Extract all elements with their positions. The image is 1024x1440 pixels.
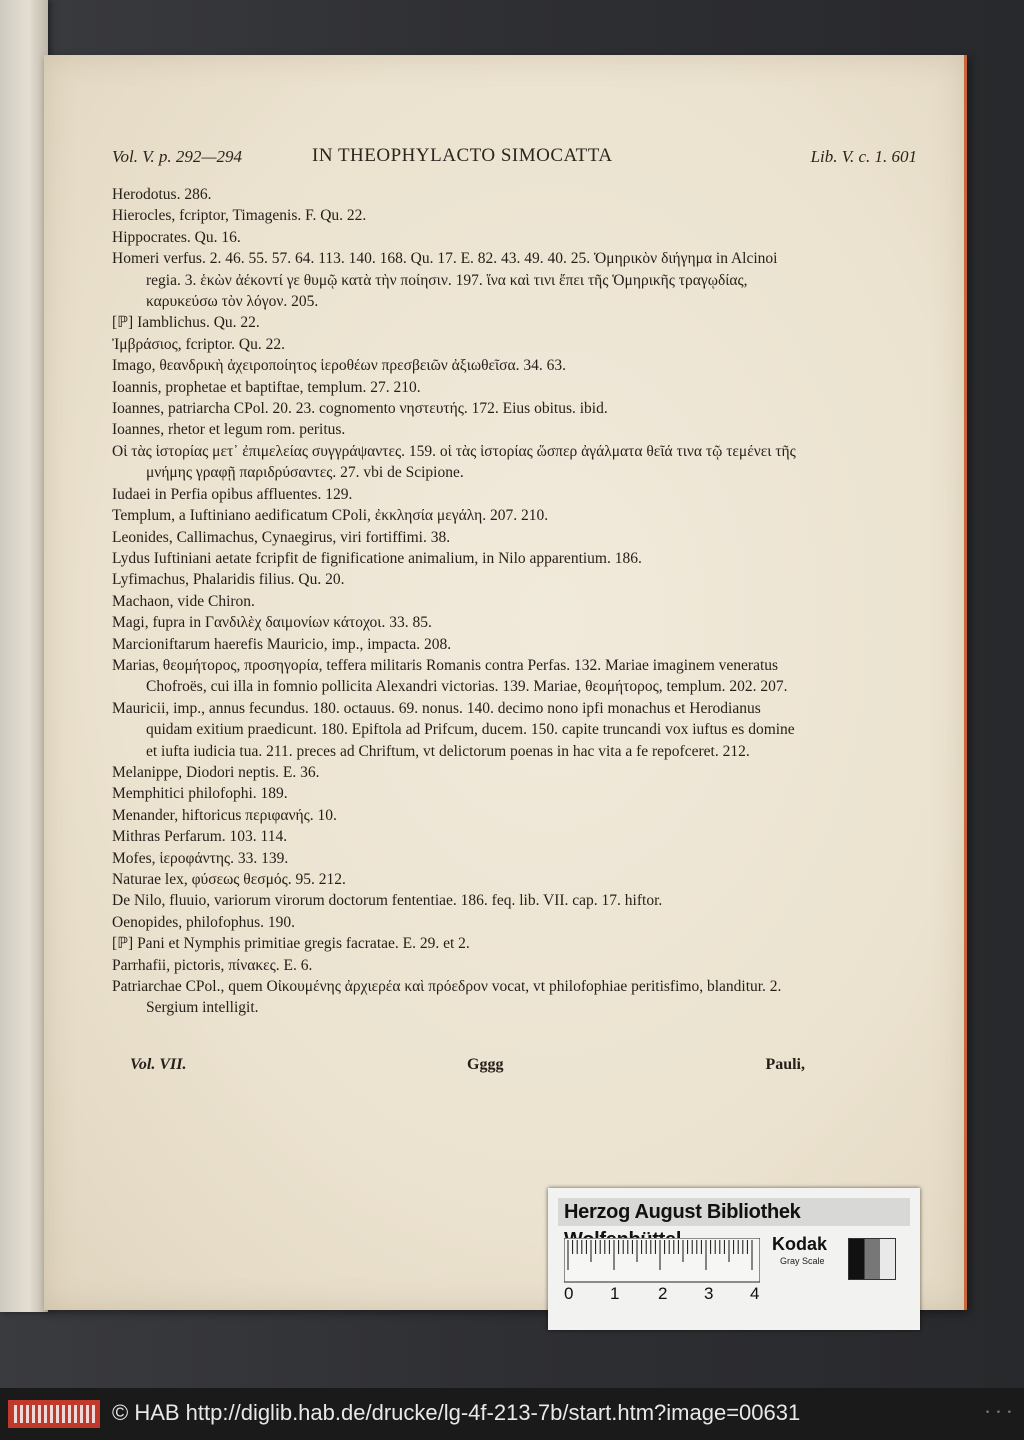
previous-page-edge bbox=[0, 0, 48, 1312]
footer-volume: Vol. VII. bbox=[130, 1056, 187, 1073]
index-entry: Memphitici philofophi. 189. bbox=[112, 785, 288, 803]
index-entry: Templum, a Iuftiniano aedificatum CPoli, ἐκκλησία μεγάλη. 207. 210. bbox=[112, 507, 549, 525]
ruler-number: 3 bbox=[704, 1284, 714, 1303]
index-entry: Mauricii, imp., annus fecundus. 180. octauus. 69. nonus. 140. decimo nono ipfi monachus et Herodianus quidam exitium praedicunt. 180. Epiftola ad Prifcum, ducem. 150. capite truncandi vox iuftus es domine et iufta iudicia tua. 211. preces ad Chriftum, vt delictorum poenas in hac vita a fe repofceret. 212. bbox=[112, 699, 795, 760]
ruler-number: 0 bbox=[564, 1284, 574, 1303]
index-entry: [ℙ] Iamblichus. Qu. 22. bbox=[112, 314, 260, 332]
footer-catchword: Pauli, bbox=[765, 1056, 805, 1073]
index-entry: De Nilo, fluuio, variorum virorum doctorum fententiae. 186. feq. lib. VII. cap. 17. hiftor. bbox=[112, 892, 663, 910]
hab-logo-icon bbox=[8, 1400, 100, 1428]
gray-swatch bbox=[848, 1238, 896, 1280]
index-entry: Ἰμβράσιος, fcriptor. Qu. 22. bbox=[112, 335, 285, 353]
index-entry: Οἱ τὰς ἱστορίας μετ᾽ ἐπιμελείας συγγράψαντες. 159. οἱ τὰς ἱστορίας ὥσπερ ἀγάλματα θεῖά τινα τῷ τεμένει τῆς μνήμης γραφῇ παριδρύσαντες. 27. vbi de Scipione. bbox=[112, 442, 796, 482]
color-scale-strip bbox=[548, 1188, 920, 1330]
index-entry: Lyfimachus, Phalaridis filius. Qu. 20. bbox=[112, 571, 345, 589]
index-entry: Herodotus. 286. bbox=[112, 186, 212, 203]
index-entry: Ioannis, prophetae et baptiftae, templum. 27. 210. bbox=[112, 378, 421, 396]
gray-scale-label: Gray Scale bbox=[780, 1256, 825, 1266]
ruler-icon bbox=[564, 1238, 760, 1288]
footer-signature: Gggg bbox=[467, 1056, 504, 1073]
index-entry: Ioannes, patriarcha CPol. 20. 23. cognomento νηστευτής. 172. Eius obitus. ibid. bbox=[112, 400, 608, 418]
ruler-number: 2 bbox=[658, 1284, 668, 1303]
index-entry: Lydus Iuftiniani aetate fcripfit de fignificatione animalium, in Nilo apparentium. 186. bbox=[112, 549, 642, 567]
index-entry: [ℙ] Pani et Nymphis primitiae gregis facratae. E. 29. et 2. bbox=[112, 935, 470, 953]
index-entry: Parrhafii, pictoris, πίνακες. E. 6. bbox=[112, 956, 313, 974]
index-entry: Melanippe, Diodori neptis. E. 36. bbox=[112, 763, 320, 781]
index-entry: Naturae lex, φύσεως θεσμός. 95. 212. bbox=[112, 871, 346, 888]
index-entry: Machaon, vide Chiron. bbox=[112, 592, 255, 610]
index-entry: Magi, fupra in Γανδιλὲχ δαιμονίων κάτοχοι. 33. 85. bbox=[112, 614, 432, 632]
index-entry: Hippocrates. Qu. 16. bbox=[112, 228, 241, 246]
kodak-logo: Kodak bbox=[772, 1234, 828, 1254]
ruler-number: 1 bbox=[610, 1284, 620, 1303]
index-entry: Homeri verfus. 2. 46. 55. 57. 64. 113. 140. 168. Qu. 17. E. 82. 43. 49. 40. 25. Ὁμηρικὸν διήγημα in Alcinoi regia. 3. ἑκὼν ἀέκοντί γε θυμῷ κατὰ τὴν ποίησιν. 197. ἵνα καὶ τινι ἔπει τῆς Ὁμηρικῆς τραγῳδίας, καρυκεύσω τὸν λόγον. 205. bbox=[112, 250, 778, 311]
index-entry: Marcioniftarum haerefis Mauricio, imp., impacta. 208. bbox=[112, 635, 452, 653]
library-name: Herzog August Bibliothek bbox=[558, 1198, 910, 1226]
index-entry: Leonides, Callimachus, Cynaegirus, viri fortiffimi. 38. bbox=[112, 528, 451, 546]
index-entry: Ioannes, rhetor et legum rom. peritus. bbox=[112, 421, 346, 439]
source-link[interactable]: © HAB http://diglib.hab.de/drucke/lg-4f-213-7b/start.htm?image=00631 bbox=[112, 1400, 801, 1425]
bar-dots: • • • bbox=[984, 1408, 1012, 1418]
index-entry: Mofes, ἱεροφάντης. 33. 139. bbox=[112, 849, 289, 867]
index-entry: Iudaei in Perfia opibus affluentes. 129. bbox=[112, 485, 353, 503]
page-footer bbox=[130, 1056, 805, 1080]
index-entry: Hierocles, fcriptor, Timagenis. F. Qu. 22. bbox=[112, 207, 367, 225]
ruler-number: 4 bbox=[750, 1284, 760, 1303]
index-entry: Patriarchae CPol., quem Οἰκουμένης ἀρχιερέα καὶ πρόεδρον vocat, vt philofophiae peritisfimo, blanditur. 2. Sergium intelligit. bbox=[112, 978, 782, 1017]
index-entries bbox=[112, 184, 802, 1019]
header-title: IN THEOPHYLACTO SIMOCATTA bbox=[312, 145, 613, 166]
index-entry: Marias, θεομήτορος, προσηγορία, teffera militaris Romanis contra Perfas. 132. Mariae imaginem veneratus Chofroës, cui illa in fomnio pollicita Alexandri victorias. 139. Mariae, θεομήτορος, templum. 202. 207. bbox=[112, 656, 788, 696]
index-entry: Oenopides, philofophus. 190. bbox=[112, 913, 295, 931]
running-header bbox=[112, 147, 917, 171]
header-volume-ref: Vol. V. p. 292—294 bbox=[112, 147, 243, 166]
viewer-bottom-bar bbox=[0, 1388, 1024, 1440]
index-entry: Mithras Perfarum. 103. 114. bbox=[112, 828, 288, 846]
index-entry: Imago, θεανδρικὴ ἀχειροποίητος ἱεροθέων πρεσβειῶν ἀξιωθεῖσα. 34. 63. bbox=[112, 357, 567, 375]
header-page-ref: Lib. V. c. 1. 601 bbox=[810, 147, 917, 166]
index-entry: Menander, hiftoricus περιφανής. 10. bbox=[112, 806, 337, 824]
